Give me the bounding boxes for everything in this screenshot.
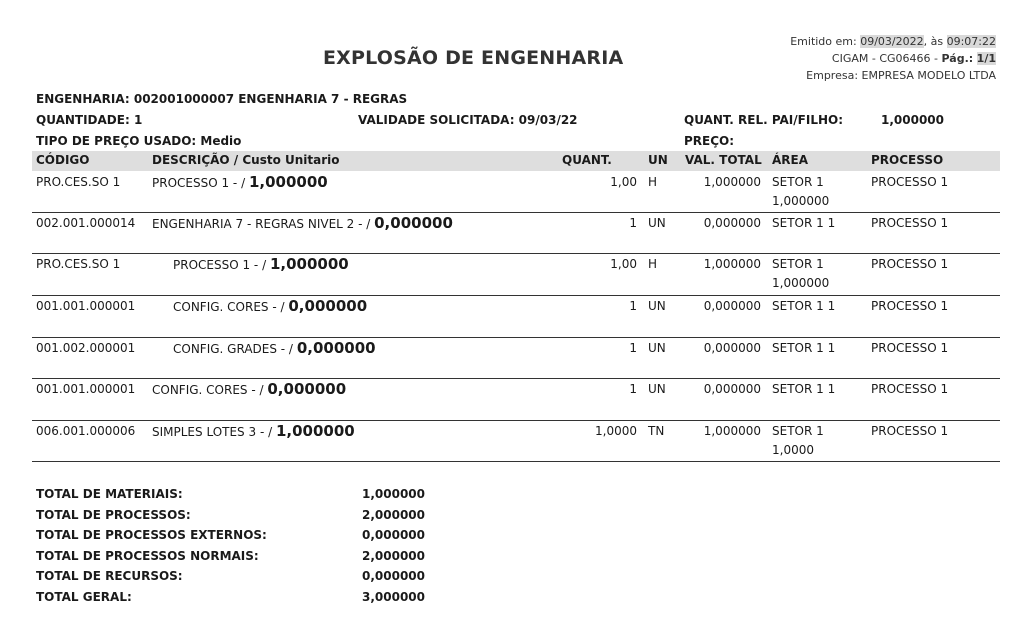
total-label: TOTAL GERAL: [36, 589, 132, 604]
validade-header: VALIDADE SOLICITADA: 09/03/22 [358, 113, 578, 127]
row-un: H [648, 175, 658, 189]
row-val-total: 0,000000 [703, 341, 761, 355]
row-quant: 1 [629, 382, 637, 396]
col-descricao: DESCRIÇÃO / Custo Unitario [152, 153, 340, 167]
row-divider [32, 295, 1000, 296]
total-label: TOTAL DE PROCESSOS EXTERNOS: [36, 528, 267, 542]
row-processo: PROCESSO 1 [871, 257, 949, 271]
row-cost: 1,000000 [275, 422, 355, 440]
col-quant: QUANT. [562, 153, 612, 167]
row-un: UN [648, 299, 666, 313]
total-value: 1,000000 [362, 487, 426, 501]
row-descricao: CONFIG. CORES - / 0,000000 [173, 297, 368, 315]
row-descricao: ENGENHARIA 7 - REGRAS NIVEL 2 - / 0,000000 [152, 214, 453, 232]
total-label: TOTAL DE PROCESSOS: [36, 507, 191, 522]
company-line: Empresa: EMPRESA MODELO LTDA [806, 69, 996, 82]
preco-header: PREÇO: [684, 134, 735, 148]
row-area: SETOR 1 [772, 257, 824, 271]
row-area-value: 1,000000 [772, 194, 830, 208]
total-value: 2,000000 [362, 507, 426, 522]
system-line: CIGAM - CG06466 - Pág.: 1/1 [831, 52, 996, 65]
row-val-total: 0,000000 [703, 382, 761, 396]
row-un: UN [648, 216, 666, 230]
quant-rel-value: 1,000000 [881, 113, 945, 127]
row-codigo: 002.001.000014 [36, 216, 136, 230]
row-processo: PROCESSO 1 [871, 216, 949, 230]
row-val-total: 1,000000 [703, 175, 761, 189]
tipo-preco-header: TIPO DE PREÇO USADO: Medio [36, 134, 242, 148]
row-divider [32, 212, 1000, 213]
row-codigo: 001.002.000001 [36, 341, 136, 355]
row-descricao: PROCESSO 1 - / 1,000000 [152, 173, 328, 191]
row-divider [32, 461, 1000, 462]
row-codigo: 001.001.000001 [36, 382, 136, 396]
row-codigo: PRO.CES.SO 1 [36, 257, 121, 271]
row-area: SETOR 1 1 [772, 299, 836, 313]
col-area: ÁREA [772, 153, 809, 167]
row-quant: 1 [629, 299, 637, 313]
row-divider [32, 420, 1000, 421]
total-value: 0,000000 [362, 569, 426, 583]
row-processo: PROCESSO 1 [871, 175, 949, 189]
row-val-total: 0,000000 [703, 216, 761, 230]
row-processo: PROCESSO 1 [871, 299, 949, 313]
col-processo: PROCESSO [871, 153, 944, 167]
issued-time: 09:07:22 [946, 35, 996, 48]
total-label: TOTAL DE PROCESSOS NORMAIS: [36, 548, 259, 563]
quant-rel-label: QUANT. REL. PAI/FILHO: [684, 113, 844, 127]
issued-date: 09/03/2022 [860, 35, 924, 48]
row-divider [32, 378, 1000, 379]
row-descricao: CONFIG. CORES - / 0,000000 [152, 380, 347, 398]
row-cost: 0,000000 [288, 297, 368, 315]
col-val-total: VAL. TOTAL [685, 153, 762, 167]
report-title: EXPLOSÃO DE ENGENHARIA [323, 47, 624, 69]
row-un: TN [648, 424, 665, 438]
col-codigo: CÓDIGO [36, 153, 90, 167]
row-descricao: SIMPLES LOTES 3 - / 1,000000 [152, 422, 355, 440]
row-quant: 1,00 [610, 175, 637, 189]
row-descricao: CONFIG. GRADES - / 0,000000 [173, 339, 376, 357]
row-cost: 1,000000 [269, 255, 349, 273]
row-quant: 1,0000 [595, 424, 637, 438]
row-area-value: 1,0000 [772, 443, 814, 457]
row-area-value: 1,000000 [772, 276, 830, 290]
row-descricao: PROCESSO 1 - / 1,000000 [173, 255, 349, 273]
quantidade-header: QUANTIDADE: 1 [36, 113, 143, 127]
row-val-total: 1,000000 [703, 257, 761, 271]
row-area: SETOR 1 1 [772, 341, 836, 355]
total-label: TOTAL DE RECURSOS: [36, 569, 183, 583]
total-label: TOTAL DE MATERIAIS: [36, 487, 183, 501]
row-un: UN [648, 341, 666, 355]
row-area: SETOR 1 [772, 424, 824, 438]
row-un: H [648, 257, 658, 271]
row-processo: PROCESSO 1 [871, 424, 949, 438]
row-processo: PROCESSO 1 [871, 382, 949, 396]
row-divider [32, 337, 1000, 338]
row-processo: PROCESSO 1 [871, 341, 949, 355]
row-area: SETOR 1 [772, 175, 824, 189]
total-value: 3,000000 [362, 589, 426, 604]
row-cost: 0,000000 [374, 214, 453, 232]
page-number: 1/1 [976, 52, 996, 65]
row-quant: 1,00 [610, 257, 637, 271]
row-codigo: PRO.CES.SO 1 [36, 175, 121, 189]
row-quant: 1 [629, 341, 637, 355]
row-divider [32, 253, 1000, 254]
row-val-total: 1,000000 [703, 424, 761, 438]
row-quant: 1 [629, 216, 637, 230]
row-un: UN [648, 382, 666, 396]
row-val-total: 0,000000 [703, 299, 761, 313]
row-cost: 0,000000 [296, 339, 376, 357]
total-value: 0,000000 [362, 528, 426, 542]
col-un: UN [648, 153, 668, 167]
total-value: 2,000000 [362, 548, 426, 563]
row-area: SETOR 1 1 [772, 216, 836, 230]
issued-line: Emitido em: 09/03/2022, às 09:07:22 [790, 35, 996, 48]
row-cost: 0,000000 [267, 380, 347, 398]
row-cost: 1,000000 [248, 173, 328, 191]
engenharia-header: ENGENHARIA: 002001000007 ENGENHARIA 7 - REGRAS [36, 92, 408, 106]
row-area: SETOR 1 1 [772, 382, 836, 396]
row-codigo: 001.001.000001 [36, 299, 136, 313]
row-codigo: 006.001.000006 [36, 424, 136, 438]
